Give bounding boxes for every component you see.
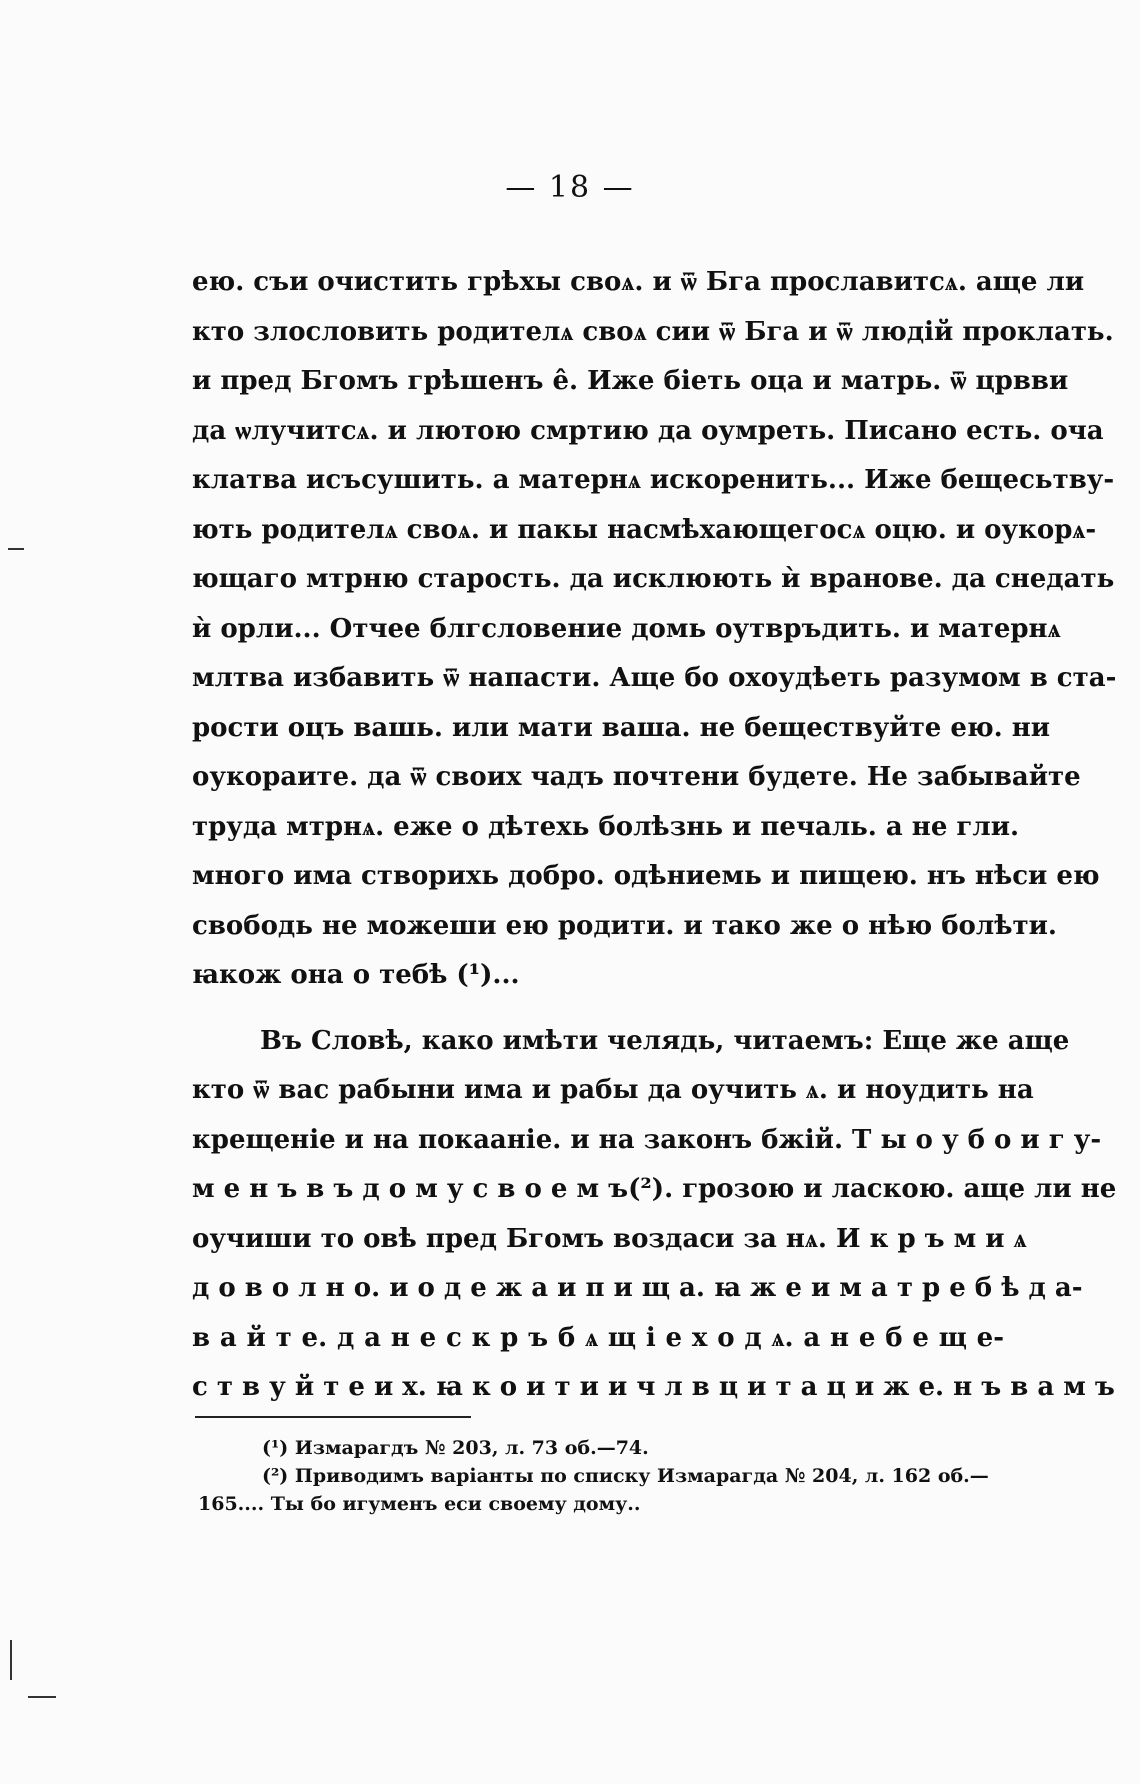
footnotes bbox=[198, 1434, 1004, 1518]
text-line: ющаго мтрню старость. да исклюють ѝ вранове. да снедать bbox=[192, 564, 1115, 594]
margin-mark bbox=[10, 1640, 12, 1680]
text-line: оукораите. да ѿ своих чадъ почтени будете. Не забывайте bbox=[192, 762, 1081, 792]
text-line: в а й т е. д а н е с к р ъ б ѧ щ і е х о д ѧ. а н е б е щ е- bbox=[192, 1322, 1004, 1353]
text-line: кто ѿ вас рабыни има и рабы да оучить ѧ. и ноудить на bbox=[192, 1075, 1034, 1105]
text-line: крещеніе и на покааніе. и на законъ бжій. Т ы о у б о и г у- bbox=[192, 1124, 1102, 1155]
margin-mark bbox=[28, 1696, 56, 1698]
text-line: труда мтрнѧ. еже о дѣтехь болѣзнь и печаль. а не гли. bbox=[192, 811, 1020, 842]
footnote: 165.... Ты бо игуменъ еси своему дому.. bbox=[198, 1493, 641, 1515]
margin-mark bbox=[8, 548, 24, 550]
text-line: млтва избавить ѿ напасти. Аще бо охоудѣеть разумом в ста- bbox=[192, 663, 1117, 693]
page-number: — 18 — bbox=[505, 170, 635, 205]
text-line: м е н ъ в ъ д о м у с в о е м ъ(²). грозою и ласкою. аще ли не bbox=[192, 1174, 1117, 1204]
body-text bbox=[192, 258, 1117, 1413]
footnote-rule bbox=[195, 1416, 471, 1418]
text-line: свободь не можеши ею родити. и тако же о нѣю болѣти. bbox=[192, 910, 1057, 941]
text-line: ею. съи очистить грѣхы своѧ. и ѿ Бга прославитсѧ. аще ли bbox=[192, 267, 1085, 297]
text-line: ꙗкож она о тебѣ (¹)... bbox=[192, 960, 520, 990]
text-line: ють родителѧ своѧ. и пакы насмѣхающегосѧ оцю. и оукорѧ- bbox=[192, 514, 1097, 545]
text-line: клатва исъсушить. а матернѧ искоренить... Иже бещесьтву- bbox=[192, 465, 1115, 495]
text-line: кто злословить родителѧ своѧ сии ѿ Бга и ѿ людій проклать. bbox=[192, 316, 1114, 347]
footnote: (²) Приводимъ варіанты по списку Измарагда № 204, л. 162 об.— bbox=[262, 1465, 989, 1487]
text-line: Въ Словѣ, како имѣти челядь, читаемъ: Еще же аще bbox=[260, 1025, 1070, 1056]
footnote: (¹) Измарагдъ № 203, л. 73 об.—74. bbox=[262, 1437, 649, 1459]
text-line: и пред Бгомъ грѣшенъ е̂. Иже біеть оца и матрь. ѿ црвви bbox=[192, 366, 1069, 396]
text-line: ѝ орли... Отчее блгсловение домь оутвръдить. и матернѧ bbox=[192, 613, 1061, 644]
text-line: д о в о л н о. и о д е ж а и п и щ а. ꙗ ж е и м а т р е б ѣ д а- bbox=[192, 1273, 1083, 1303]
text-line: оучиши то овѣ пред Бгомъ воздаси за нѧ. И к р ъ м и ѧ bbox=[192, 1223, 1027, 1254]
text-line: рости оцъ вашь. или мати ваша. не беществуйте ею. ни bbox=[192, 712, 1051, 743]
text-line: да ѡлучитсѧ. и лютою смртию да оумреть. Писано есть. оча bbox=[192, 415, 1104, 446]
text-line: с т в у й т е и х. ꙗ к о и т и и ч л в ц и т а ц и ж е. н ъ в а м ъ bbox=[192, 1372, 1115, 1402]
text-line: много има створихь добро. одѣниемь и пищею. нъ нѣси ею bbox=[192, 861, 1100, 891]
